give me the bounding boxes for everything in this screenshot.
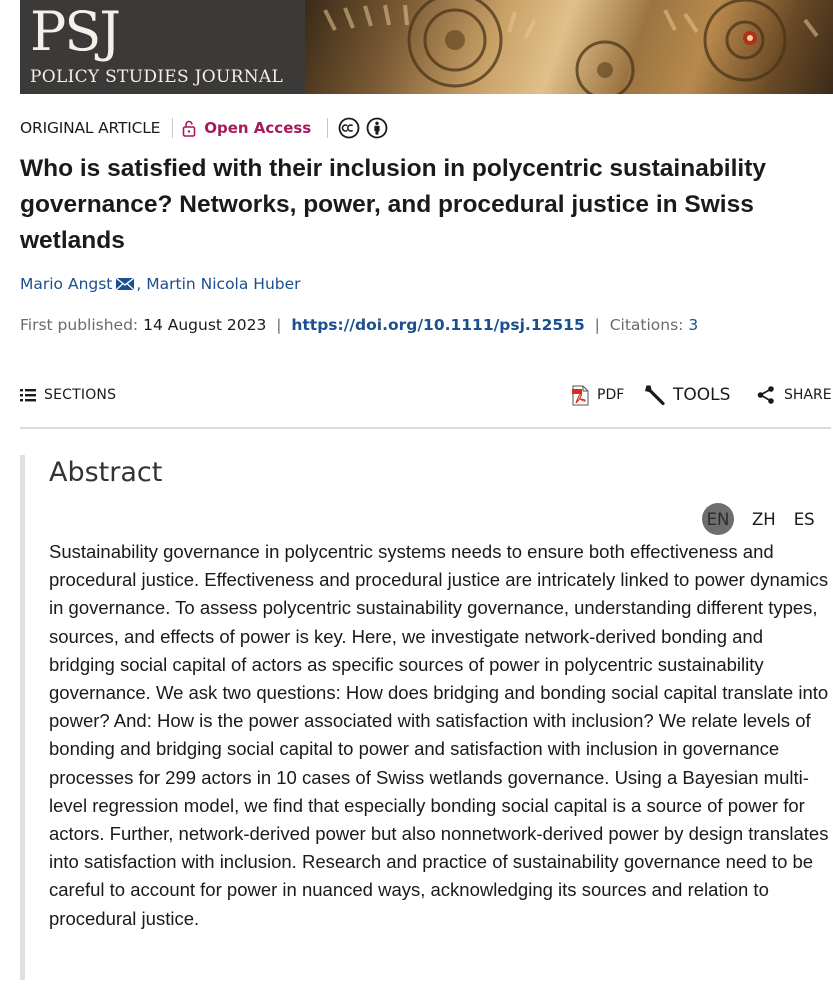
abstract-text: Sustainability governance in polycentric systems needs to ensure both effectiveness and procedural justice. Effectiveness and procedural justice are intricately linked to power dynamics in governance. To assess polycentric sustainability governance, understanding different types, sources, and effects of power is key. Here, we investigate network-derived bonding and bridging social capital of actors as specific sources of power in polycentric sustainability governance. We ask two questions: How does bridging and bonding social capital translate into power? And: How is the power associated with satisfaction with inclusion? We relate levels of bonding and bridging social capital to power and satisfaction with inclusion in governance processes for 299 actors in 10 cases of Swiss wetlands governance. Using a Bayesian multi-level regression model, we find that especially bonding social capital is a source of power for actors. Further, network-derived power but also nonnetwork-derived power by design translates into satisfaction with inclusion. Research and practice of sustainability governance need to be careful to account for power in nuanced ways, acknowledging its sources and relation to procedural justice. bbox=[49, 541, 829, 929]
journal-logo-abbr: PSJ bbox=[30, 0, 119, 63]
tools-label: TOOLS bbox=[673, 385, 731, 405]
journal-logo-name: POLICY STUDIES JOURNAL bbox=[30, 67, 284, 87]
abstract-accent-bar bbox=[20, 455, 25, 980]
by-attribution-icon[interactable] bbox=[366, 117, 388, 139]
lang-zh-button[interactable]: ZH bbox=[752, 509, 776, 529]
journal-banner[interactable] bbox=[20, 0, 833, 94]
pdf-button[interactable] bbox=[572, 380, 624, 410]
banner-gears-image bbox=[305, 0, 833, 94]
author-link[interactable]: Martin Nicola Huber bbox=[146, 275, 301, 293]
share-button[interactable] bbox=[756, 380, 832, 410]
wrench-icon bbox=[643, 384, 665, 406]
divider bbox=[327, 118, 328, 138]
doi-link[interactable]: https://doi.org/10.1111/psj.12515 bbox=[291, 316, 585, 334]
share-label: SHARE bbox=[784, 387, 832, 403]
toolbar-divider bbox=[20, 427, 831, 429]
share-icon bbox=[756, 385, 776, 405]
list-icon bbox=[20, 388, 36, 402]
lang-en-button[interactable]: EN bbox=[702, 503, 734, 535]
sections-button[interactable] bbox=[20, 380, 116, 410]
published-date: 14 August 2023 bbox=[143, 316, 267, 334]
author-separator: , bbox=[136, 275, 142, 293]
abstract-heading: Abstract bbox=[49, 457, 163, 488]
journal-logo[interactable] bbox=[20, 0, 305, 94]
sections-label: SECTIONS bbox=[44, 387, 117, 403]
open-access-link[interactable] bbox=[182, 119, 311, 137]
cc-icon[interactable] bbox=[338, 117, 360, 139]
article-toolbar bbox=[20, 380, 831, 410]
article-title: Who is satisfied with their inclusion in polycentric sustainability governance? Networks, power, and procedural justice in Swiss wetlands bbox=[20, 155, 767, 254]
citations-count[interactable]: 3 bbox=[688, 316, 699, 334]
author-list bbox=[20, 275, 301, 293]
abstract-language-switcher bbox=[702, 503, 815, 535]
pdf-label: PDF bbox=[597, 387, 625, 403]
article-type-row bbox=[20, 114, 394, 142]
divider: | bbox=[589, 316, 605, 334]
pdf-icon bbox=[572, 385, 589, 406]
divider: | bbox=[271, 316, 287, 334]
citations-label: Citations: bbox=[609, 316, 684, 334]
publication-info bbox=[20, 316, 698, 334]
lang-es-button[interactable]: ES bbox=[793, 509, 815, 529]
open-access-label: Open Access bbox=[204, 119, 312, 137]
article-type: ORIGINAL ARTICLE bbox=[20, 119, 161, 137]
email-icon[interactable] bbox=[115, 277, 135, 291]
published-label: First published: bbox=[20, 316, 139, 334]
tools-button[interactable] bbox=[643, 380, 730, 410]
author-link[interactable]: Mario Angst bbox=[20, 275, 113, 293]
divider bbox=[172, 118, 173, 138]
unlock-icon bbox=[182, 120, 196, 137]
